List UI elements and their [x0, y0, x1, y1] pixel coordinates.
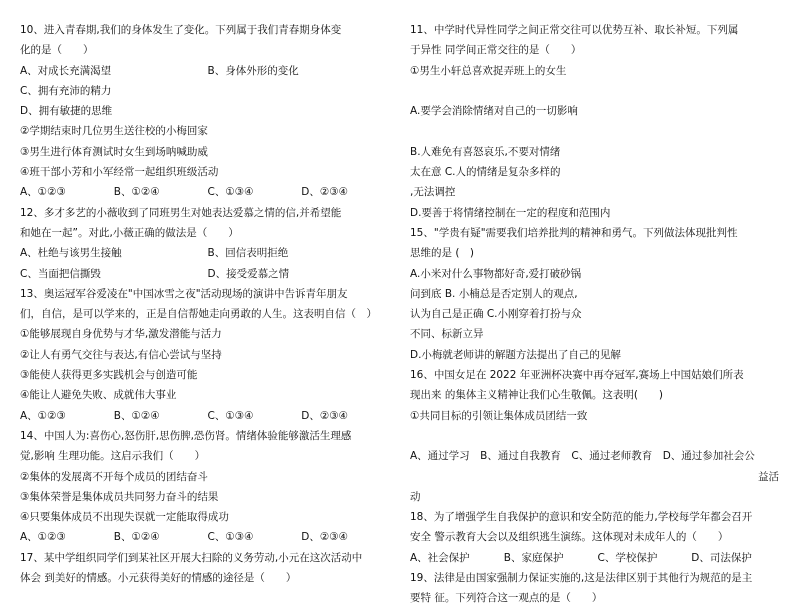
q10-option-a: A、对成长充满渴望 — [20, 64, 112, 77]
q10-options-row1 — [20, 61, 395, 81]
q18-option-d: D、司法保护 — [691, 551, 752, 564]
q11-item-1: ①男生小轩总喜欢捉弄班上的女生 — [410, 64, 567, 77]
q11-option-c: C、①③④ — [207, 186, 254, 199]
q14-stem-line2: 觉,影响 生理功能。这启示我们（ ） — [20, 450, 206, 463]
q15-prev-option-d: D.要善于将情绪控制在一定的程度和范围内 — [410, 206, 611, 219]
q18-stem-line2: 安全 警示教育大会以及组织逃生演练。这体现对未成年人的（ ） — [410, 531, 729, 544]
q11-item-2: ②学期结束时几位男生送往校的小梅回家 — [20, 125, 208, 138]
q17-options-line2: 益活 — [758, 470, 779, 483]
q13-options — [20, 406, 395, 426]
right-column — [410, 20, 785, 609]
q13-item-2: ②让人有勇气交往与表达,有信心尝试与坚持 — [20, 348, 222, 361]
q15-stem-line2: 思维的是 ( ) — [410, 247, 475, 260]
q11-option-b: B、①②④ — [113, 186, 160, 199]
q14-option-d: D、②③④ — [301, 531, 349, 544]
q13-item-4: ④能让人避免失败、成就伟大事业 — [20, 389, 177, 402]
q17-options-line3: 动 — [410, 490, 421, 503]
q15-prev-option-a: A.要学会消除情绪对自己的一切影响 — [410, 105, 578, 118]
q13-option-d: D、②③④ — [301, 409, 349, 422]
q15-option-d: D.小梅就老师讲的解题方法提出了自己的见解 — [410, 348, 621, 361]
q15-prev-option-c-cont: ,无法调控 — [410, 186, 456, 199]
q15-prev-option-b: B.人难免有喜怒哀乐,不要对情绪 — [410, 145, 561, 158]
q18-option-a: A、社会保护 — [410, 551, 470, 564]
q12-stem-line2: 和她在一起”。对此,小薇正确的做法是（ ） — [20, 226, 239, 239]
q15-option-c-cont: 不同、标新立异 — [410, 328, 484, 341]
q16-stem-line1: 16、中国女足在 2022 年亚洲杯决赛中再夺冠军,赛场上中国姑娘们所表 — [410, 369, 744, 382]
q18-options — [410, 548, 785, 568]
q14-item-3: ③集体荣誉是集体成员共同努力奋斗的结果 — [20, 490, 219, 503]
q13-option-a: A、①②③ — [20, 409, 66, 422]
q18-stem-line1: 18、为了增强学生自我保护的意识和安全防范的能力,学校每学年都会召开 — [410, 511, 753, 524]
spacer — [410, 81, 785, 101]
q11-item-4: ④班干部小芳和小军经常一起组织班级活动 — [20, 166, 219, 179]
q16-item-1: ①共同目标的引领让集体成员团结一致 — [410, 409, 588, 422]
q14-option-a: A、①②③ — [20, 531, 66, 544]
q16-stem-line2: 现出来 的集体主义精神让我们心生敬佩。这表明( ) — [410, 389, 664, 402]
q14-options — [20, 527, 395, 547]
q12-option-b: B、回信表明拒绝 — [207, 247, 289, 260]
q15-option-a: A.小米对什么事物都好奇,爱打破砂锅 — [410, 267, 582, 280]
q11-stem-line1: 11、中学时代异性同学之间正常交往可以优势互补、取长补短。下列属 — [410, 24, 739, 36]
q15-prev-option-bc: 太在意 C.人的情绪是复杂多样的 — [410, 166, 561, 179]
q10-stem-line2: 化的是（ ） — [20, 44, 94, 57]
spacer — [410, 121, 785, 141]
left-column — [20, 20, 395, 588]
q12-options-row2 — [20, 264, 395, 284]
q11-stem-line2: 于异性 同学间正常交往的是（ ） — [410, 44, 582, 57]
q12-option-c: C、当面把信撕毁 — [20, 267, 101, 280]
q13-option-c: C、①③④ — [207, 409, 254, 422]
q12-option-a: A、杜绝与该男生接触 — [20, 247, 122, 260]
q11-options — [20, 182, 395, 202]
q12-stem-line1: 12、多才多艺的小薇收到了同班男生对她表达爱慕之情的信,并希望能 — [20, 206, 342, 219]
q17-stem-line2: 体会 到美好的情感。小元获得美好的情感的途径是（ ） — [20, 572, 297, 585]
q11-item-3: ③男生进行体育测试时女生到场呐喊助威 — [20, 145, 208, 158]
q10-option-c: C、拥有充沛的精力 — [20, 84, 112, 97]
q17-options-line1: A、通过学习 B、通过自我教育 C、通过老师教育 D、通过参加社会公 — [410, 450, 755, 463]
q15-option-ab: 问到底 B. 小楠总是否定别人的观点, — [410, 287, 578, 300]
q15-option-bc: 认为自己是正确 C.小刚穿着打扮与众 — [410, 308, 582, 321]
q10-option-d: D、拥有敏捷的思维 — [20, 105, 113, 118]
q10-option-b: B、身体外形的变化 — [207, 64, 299, 77]
q19-stem-line2: 要特 征。下列符合这一观点的是（ ） — [410, 592, 603, 605]
q15-stem-line1: 15、"学贵有疑"需要我们培养批判的精神和勇气。下列做法体现批判性 — [410, 226, 738, 239]
q13-stem-line1: 13、奥运冠军谷爱凌在"中国冰雪之夜"活动现场的演讲中告诉青年朋友 — [20, 287, 348, 300]
q18-option-b: B、家庭保护 — [503, 551, 564, 564]
q13-item-1: ①能够展现自身优势与才华,激发潜能与活力 — [20, 328, 222, 341]
q13-stem-line2: 们，自信，是可以学来的，正是自信帮她走向勇敢的人生。这表明自信（ ） — [20, 308, 377, 321]
q11-option-a: A、①②③ — [20, 186, 66, 199]
q14-option-c: C、①③④ — [207, 531, 254, 544]
q19-stem-line1: 19、法律是由国家强制力保证实施的,这是法律区别于其他行为规范的是主 — [410, 572, 753, 585]
q18-option-c: C、学校保护 — [597, 551, 658, 564]
q10-stem-line1: 10、进入青春期,我们的身体发生了变化。下列属于我们青春期身体变 — [20, 24, 342, 36]
q13-option-b: B、①②④ — [113, 409, 160, 422]
q14-stem-line1: 14、中国人为:喜伤心,怒伤肝,思伤脾,恐伤肾。情绪体验能够激活生理感 — [20, 429, 352, 442]
q12-option-d: D、接受爱慕之情 — [207, 267, 290, 280]
q12-options-row1 — [20, 243, 395, 263]
q11-option-d: D、②③④ — [301, 186, 349, 199]
q14-item-4: ④只要集体成员不出现失误就一定能取得成功 — [20, 511, 229, 524]
q13-item-3: ③能使人获得更多实践机会与创造可能 — [20, 369, 198, 382]
q14-option-b: B、①②④ — [113, 531, 160, 544]
spacer — [410, 426, 785, 446]
q14-item-2: ②集体的发展离不开每个成员的团结奋斗 — [20, 470, 208, 483]
q17-stem-line1: 17、某中学组织同学们到某社区开展大扫除的义务劳动,小元在这次活动中 — [20, 551, 363, 564]
